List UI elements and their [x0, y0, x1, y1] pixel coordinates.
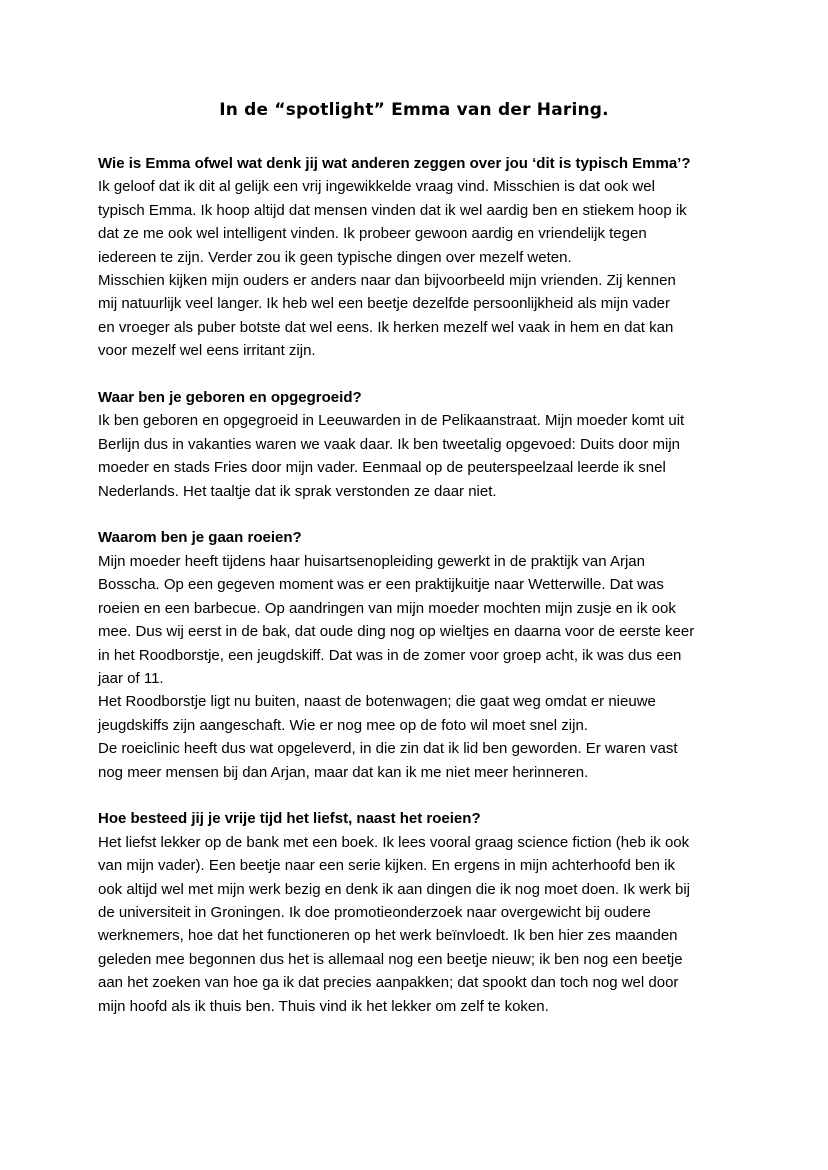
- answer-line: geleden mee begonnen dus het is allemaal nog een beetje nieuw; ik ben nog een beetje: [98, 950, 683, 968]
- answer-line: iedereen te zijn. Verder zou ik geen typische dingen over mezelf weten.: [98, 248, 572, 266]
- answer-line: de universiteit in Groningen. Ik doe promotieonderzoek naar overgewicht bij oudere: [98, 903, 651, 921]
- interview-body: [98, 152, 738, 1041]
- answer-line: Bosscha. Op een gegeven moment was er een praktijkuitje naar Wetterwille. Dat was: [98, 576, 664, 594]
- question-heading: Hoe besteed jij je vrije tijd het liefst, naast het roeien?: [98, 810, 481, 828]
- answer-line: moeder en stads Fries door mijn vader. Eenmaal op de peuterspeelzaal leerde ik snel: [98, 459, 666, 477]
- answer-line: in het Roodborstje, een jeugdskiff. Dat was in de zomer voor groep acht, ik was dus een: [98, 646, 682, 664]
- section-birthplace: [98, 386, 738, 503]
- answer-line: voor mezelf wel eens irritant zijn.: [98, 342, 316, 360]
- answer-line: typisch Emma. Ik hoop altijd dat mensen vinden dat ik wel aardig ben en stiekem hoop ik: [98, 201, 687, 219]
- question-heading: Waarom ben je gaan roeien?: [98, 529, 302, 547]
- section-free-time: [98, 807, 738, 1018]
- answer-line: ook altijd wel met mijn werk bezig en denk ik aan dingen die ik nog moet doen. Ik werk bij: [98, 880, 690, 898]
- answer-line: Berlijn dus in vakanties waren we vaak daar. Ik ben tweetalig opgevoed: Duits door mijn: [98, 435, 680, 453]
- answer-line: Ik geloof dat ik dit al gelijk een vrij ingewikkelde vraag vind. Misschien is dat ook wel: [98, 178, 655, 196]
- answer-line: Mijn moeder heeft tijdens haar huisartsenopleiding gewerkt in de praktijk van Arjan: [98, 552, 645, 570]
- question-heading: Wie is Emma ofwel wat denk jij wat anderen zeggen over jou ‘dit is typisch Emma’?: [98, 155, 691, 172]
- answer-line: en vroeger als puber botste dat wel eens. Ik herken mezelf wel vaak in hem en dat kan: [98, 318, 674, 336]
- answer-line: De roeiclinic heeft dus wat opgeleverd, in die zin dat ik lid ben geworden. Er waren vast: [98, 740, 678, 758]
- answer-line: nog meer mensen bij dan Arjan, maar dat kan ik me niet meer herinneren.: [98, 763, 589, 781]
- section-why-rowing: [98, 526, 738, 783]
- answer-line: Het Roodborstje ligt nu buiten, naast de botenwagen; die gaat weg omdat er nieuwe: [98, 693, 656, 711]
- answer-line: werknemers, hoe dat het functioneren op het werk beïnvloedt. Ik ben hier zes maanden: [98, 927, 678, 945]
- answer-line: Ik ben geboren en opgegroeid in Leeuwarden in de Pelikaanstraat. Mijn moeder komt uit: [98, 412, 685, 430]
- answer-line: mee. Dus wij eerst in de bak, dat oude ding nog op wieltjes en daarna voor de eerste keer: [98, 623, 695, 641]
- answer-line: mij natuurlijk veel langer. Ik heb wel een beetje dezelfde persoonlijkheid als mijn vader: [98, 295, 670, 313]
- question-heading: Waar ben je geboren en opgegroeid?: [98, 389, 362, 407]
- answer-line: aan het zoeken van hoe ga ik dat precies aanpakken; dat spookt dan toch nog wel door: [98, 974, 679, 992]
- section-who-is-emma: [98, 152, 738, 363]
- answer-line: Nederlands. Het taaltje dat ik sprak verstonden ze daar niet.: [98, 482, 497, 500]
- answer-line: jeugdskiffs zijn aangeschaft. Wie er nog mee op de foto wil moet snel zijn.: [98, 716, 588, 734]
- answer-line: Het liefst lekker op de bank met een boek. Ik lees vooral graag science fiction (heb ik ook: [98, 833, 690, 851]
- answer-line: dat ze me ook wel intelligent vinden. Ik probeer gewoon aardig en vriendelijk tegen: [98, 225, 647, 243]
- answer-line: jaar of 11.: [98, 669, 164, 687]
- answer-line: roeien en een barbecue. Op aandringen van mijn moeder mochten mijn zusje en ik ook: [98, 599, 676, 617]
- answer-line: Misschien kijken mijn ouders er anders naar dan bijvoorbeeld mijn vrienden. Zij kennen: [98, 272, 676, 290]
- page-title: In de “spotlight” Emma van der Haring.: [219, 100, 609, 120]
- answer-line: van mijn vader). Een beetje naar een serie kijken. En ergens in mijn achterhoofd ben ik: [98, 857, 675, 875]
- answer-line: mijn hoofd als ik thuis ben. Thuis vind ik het lekker om zelf te koken.: [98, 997, 549, 1015]
